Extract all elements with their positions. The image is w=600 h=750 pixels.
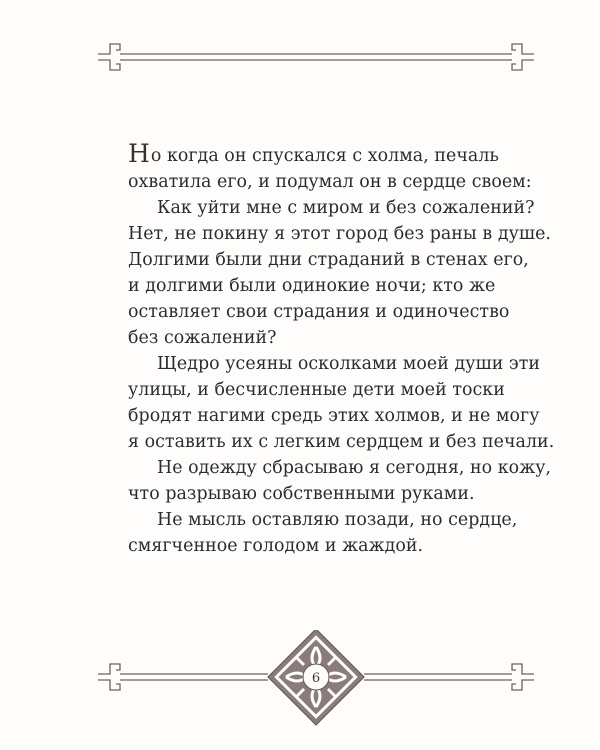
text-line: улицы, и бесчисленные дети моей тоски [128, 380, 505, 400]
text-line: Не одежду сбрасываю я сегодня, но кожу, [157, 458, 552, 478]
text-line: Как уйти мне с миром и без сожалений? [157, 198, 535, 218]
page-number: 6 [311, 671, 321, 686]
text-line: без сожалений? [128, 328, 277, 348]
top-border-ornament-icon [96, 38, 536, 78]
text-line: Нет, не покину я этот город без раны в душе. [128, 224, 551, 244]
paragraph-5 [128, 507, 528, 559]
paragraph-4 [128, 455, 552, 507]
text-line: и долгими были одинокие ночи; кто же [128, 276, 496, 296]
paragraph-2 [128, 195, 551, 351]
text-line: Не мысль оставляю позади, но сердце, [157, 510, 518, 530]
paragraph-1 [128, 139, 532, 195]
text-line: я оставить их с легким сердцем и без печали. [128, 432, 555, 452]
text-line: бродят нагими средь этих холмов, и не могу [128, 406, 540, 426]
paragraph-3 [128, 351, 555, 455]
text-line: Долгими были дни страданий в стенах его, [128, 250, 529, 270]
text-line: охватила его, и подумал он в сердце своем: [128, 172, 532, 192]
text-line: оставляет свои страдания и одиночество [128, 302, 510, 322]
text-line [128, 139, 528, 169]
drop-cap: Н [128, 139, 150, 168]
text-line: Щедро усеяны осколками моей души эти [157, 354, 541, 374]
text-line: смягченное голодом и жаждой. [128, 536, 424, 556]
text-line-content: о когда он спускался с холма, печаль [150, 146, 499, 166]
text-line: что разрываю собственными руками. [128, 484, 475, 504]
poem-text [128, 139, 555, 559]
